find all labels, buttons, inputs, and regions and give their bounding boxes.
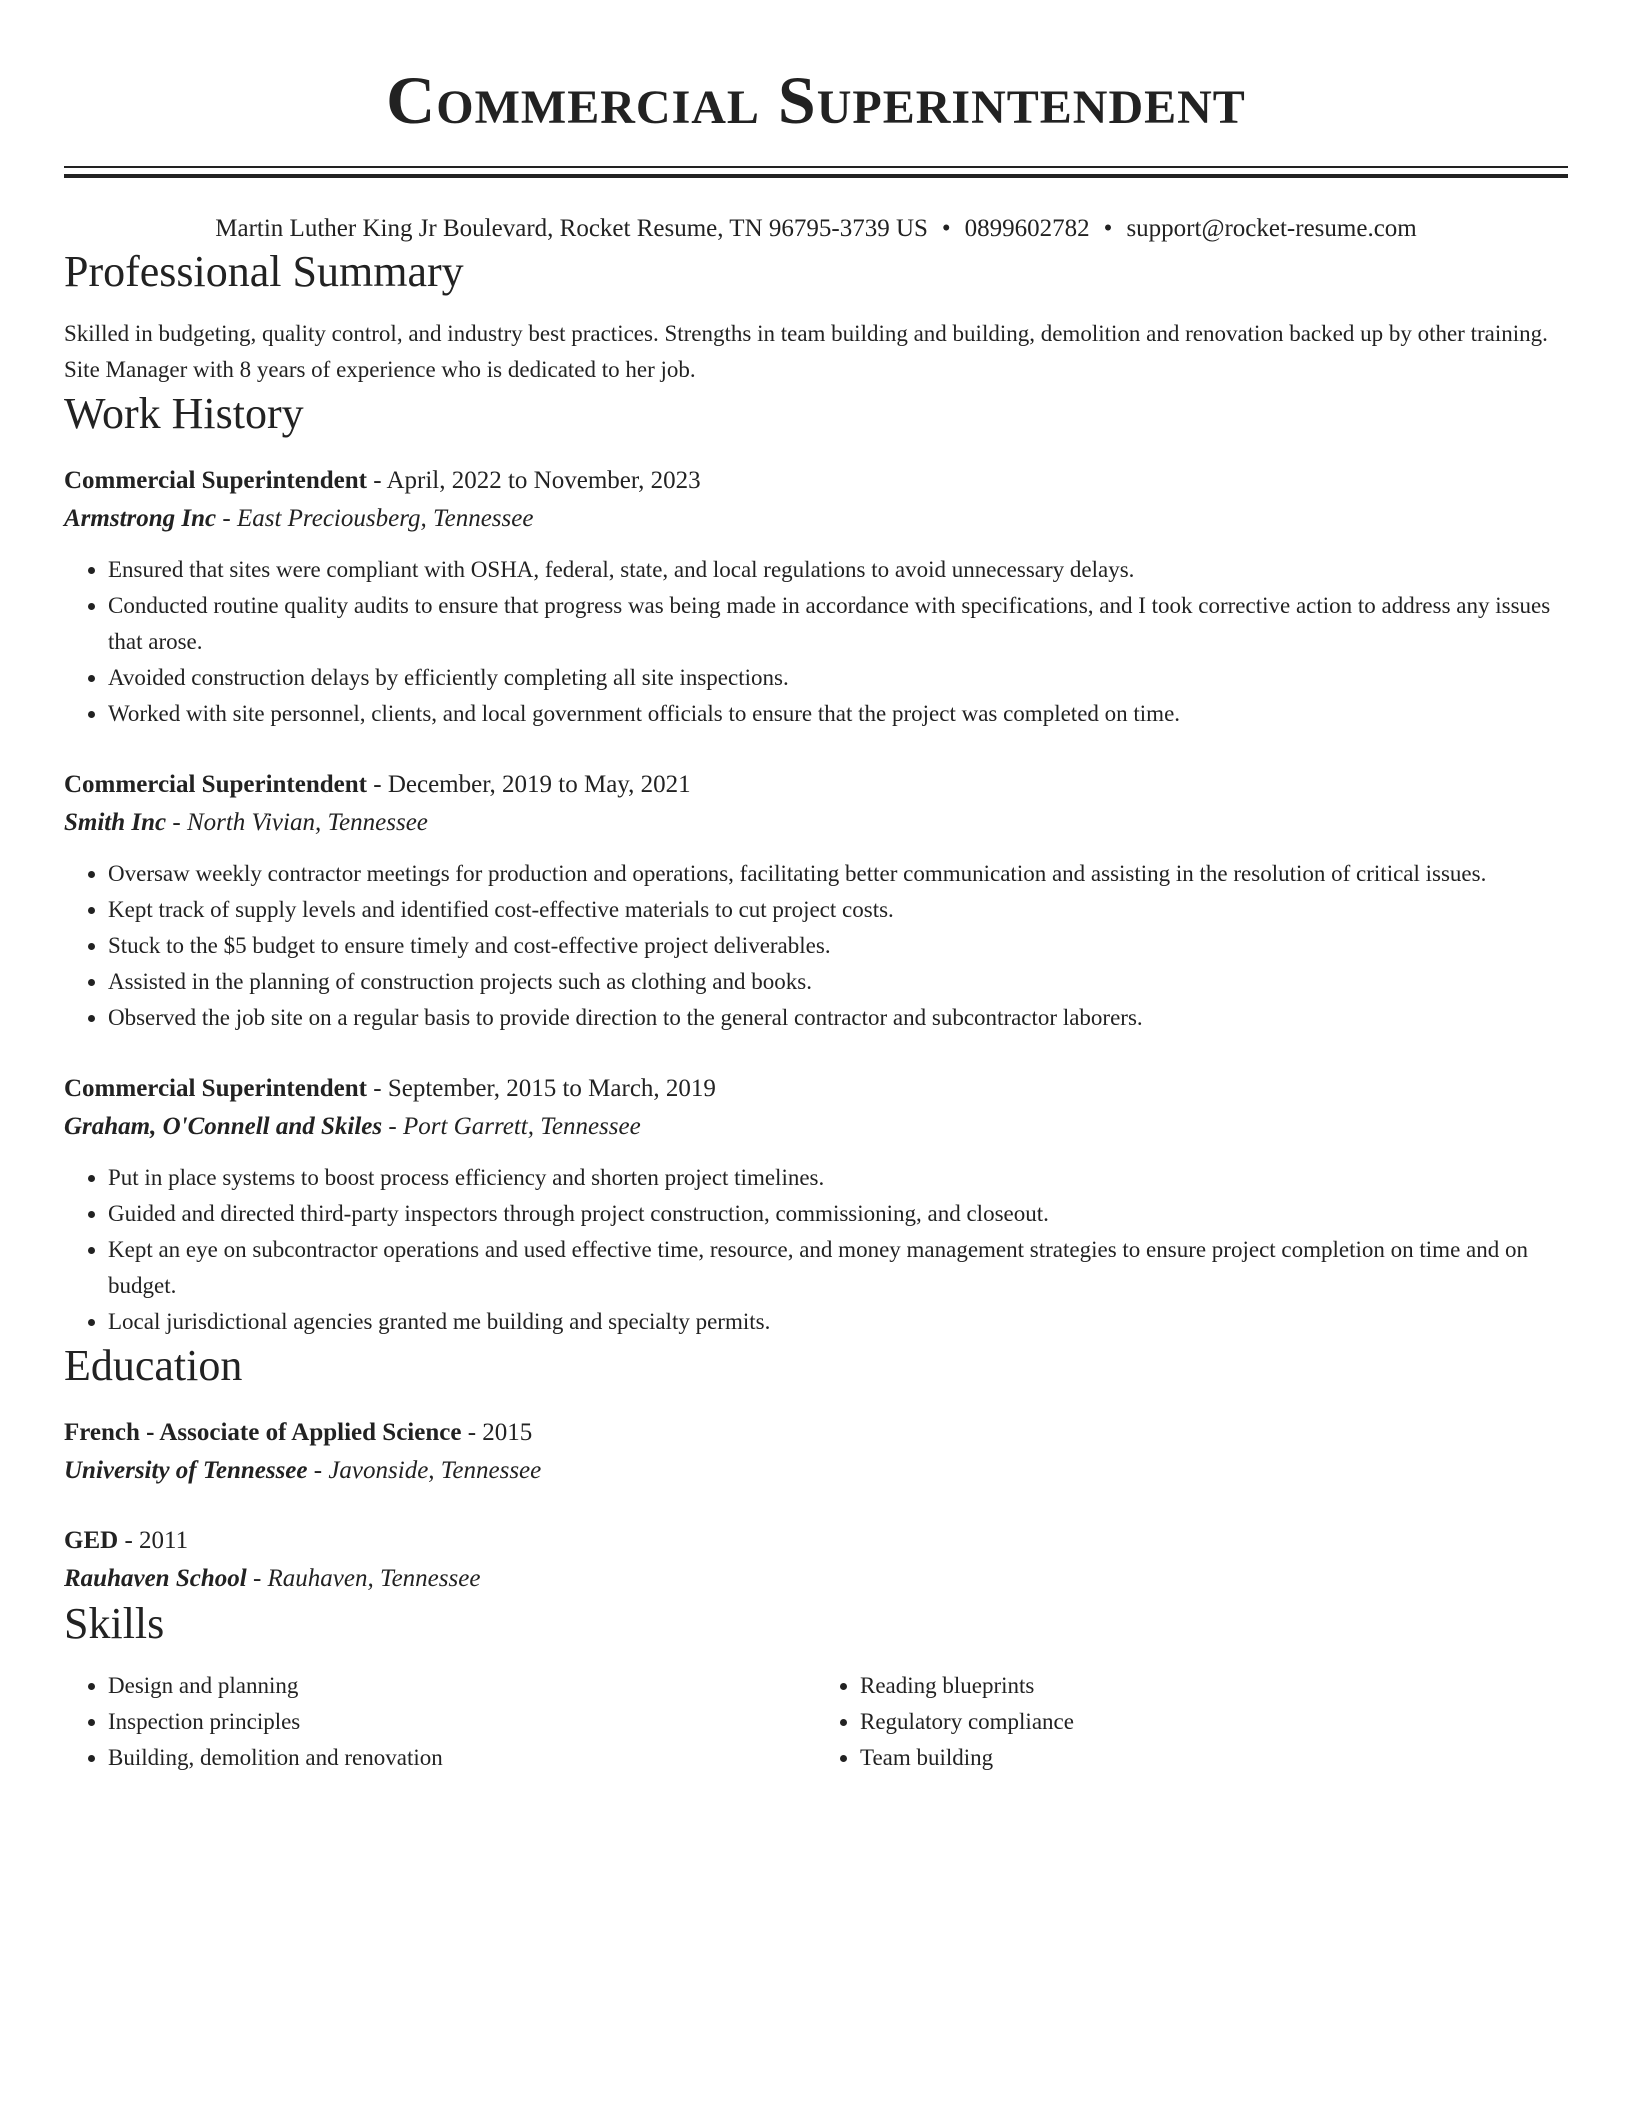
job-entry	[64, 462, 1568, 732]
skill-item: • Reading blueprints	[860, 1668, 1568, 1704]
skill-item: • Regulatory compliance	[860, 1704, 1568, 1740]
contact-phone: 0899602782	[964, 215, 1090, 242]
resume-name: Commercial Superintendent	[386, 62, 1246, 138]
skills-column-left	[64, 1668, 816, 1776]
job-bullet: • Avoided construction delays by efficiently completing all site inspections.	[108, 660, 1568, 696]
job-entry	[64, 766, 1568, 1036]
job-entry	[64, 1070, 1568, 1340]
job-employer	[64, 804, 1568, 842]
skill-item: • Inspection principles	[108, 1704, 816, 1740]
contact-line	[64, 212, 1568, 246]
job-location: - Port Garrett, Tennessee	[382, 1113, 641, 1140]
job-dates: - April, 2022 to November, 2023	[367, 467, 701, 494]
job-bullet: • Put in place systems to boost process efficiency and shorten project timelines.	[108, 1160, 1568, 1196]
job-header	[64, 1070, 1568, 1108]
job-bullet: • Stuck to the $5 budget to ensure timely and cost-effective project deliverables.	[108, 928, 1568, 964]
job-location: - East Preciousberg, Tennessee	[216, 505, 534, 532]
job-company: Graham, O'Connell and Skiles	[64, 1113, 383, 1140]
education-school: Rauhaven School	[64, 1565, 247, 1592]
education-school: University of Tennessee	[64, 1457, 308, 1484]
job-bullet: • Conducted routine quality audits to ensure that progress was being made in accordance with specifications, and I took corrective action to address any issues that arose.	[108, 588, 1568, 660]
job-title: Commercial Superintendent	[64, 467, 367, 494]
job-bullet: • Local jurisdictional agencies granted me building and specialty permits.	[108, 1304, 1568, 1340]
skills-column-right	[816, 1668, 1568, 1776]
job-bullet: • Guided and directed third-party inspectors through project construction, commissioning, and closeout.	[108, 1196, 1568, 1232]
education-entry	[64, 1414, 1568, 1490]
job-bullet: • Oversaw weekly contractor meetings for production and operations, facilitating better communication and assisting in the resolution of critical issues.	[108, 856, 1568, 892]
education-header	[64, 1522, 1568, 1560]
job-header	[64, 766, 1568, 804]
job-dates: - September, 2015 to March, 2019	[367, 1075, 716, 1102]
job-employer	[64, 1108, 1568, 1146]
skills-grid	[64, 1668, 1568, 1776]
education-header	[64, 1414, 1568, 1452]
job-bullet: • Kept an eye on subcontractor operations and used effective time, resource, and money management strategies to ensure project completion on time and on budget.	[108, 1232, 1568, 1304]
job-bullet: • Kept track of supply levels and identified cost-effective materials to cut project costs.	[108, 892, 1568, 928]
education-degree: French - Associate of Applied Science	[64, 1419, 462, 1446]
job-title: Commercial Superintendent	[64, 1075, 367, 1102]
job-company: Smith Inc	[64, 809, 167, 836]
job-dates: - December, 2019 to May, 2021	[367, 771, 691, 798]
skill-item: • Team building	[860, 1740, 1568, 1776]
skill-item: • Design and planning	[108, 1668, 816, 1704]
contact-separator: •	[1103, 215, 1113, 242]
summary-heading: Professional Summary	[64, 247, 464, 296]
header-rule-thick	[64, 174, 1568, 178]
work-history-heading: Work History	[64, 389, 304, 438]
summary-text: Skilled in budgeting, quality control, and industry best practices. Strengths in team building and building, demolition and renovation backed up by other training. Site Manager with 8 years of experience who is dedicated to her job.	[64, 321, 1548, 382]
education-location: - Javonside, Tennessee	[307, 1457, 542, 1484]
contact-address: Martin Luther King Jr Boulevard, Rocket Resume, TN 96795-3739 US	[215, 215, 928, 242]
job-header	[64, 462, 1568, 500]
job-company: Armstrong Inc	[64, 505, 217, 532]
job-bullet: • Ensured that sites were compliant with OSHA, federal, state, and local regulations to avoid unnecessary delays.	[108, 552, 1568, 588]
header-rule-thin	[64, 166, 1568, 168]
job-employer	[64, 500, 1568, 538]
education-school-line	[64, 1560, 1568, 1598]
job-bullets	[64, 856, 1568, 1036]
education-year: - 2011	[118, 1527, 189, 1554]
education-year: - 2015	[461, 1419, 533, 1446]
education-school-line	[64, 1452, 1568, 1490]
job-bullets	[64, 1160, 1568, 1340]
education-location: - Rauhaven, Tennessee	[246, 1565, 481, 1592]
job-title: Commercial Superintendent	[64, 771, 367, 798]
job-location: - North Vivian, Tennessee	[166, 809, 428, 836]
job-bullet: • Assisted in the planning of construction projects such as clothing and books.	[108, 964, 1568, 1000]
skills-heading: Skills	[64, 1599, 165, 1648]
education-degree: GED	[64, 1527, 119, 1554]
job-bullet: • Observed the job site on a regular basis to provide direction to the general contractor and subcontractor laborers.	[108, 1000, 1568, 1036]
education-entry	[64, 1522, 1568, 1598]
job-bullet: • Worked with site personnel, clients, and local government officials to ensure that the project was completed on time.	[108, 696, 1568, 732]
job-bullets	[64, 552, 1568, 732]
skill-item: • Building, demolition and renovation	[108, 1740, 816, 1776]
contact-email: support@rocket-resume.com	[1126, 215, 1417, 242]
education-heading: Education	[64, 1341, 243, 1390]
contact-separator: •	[941, 215, 951, 242]
